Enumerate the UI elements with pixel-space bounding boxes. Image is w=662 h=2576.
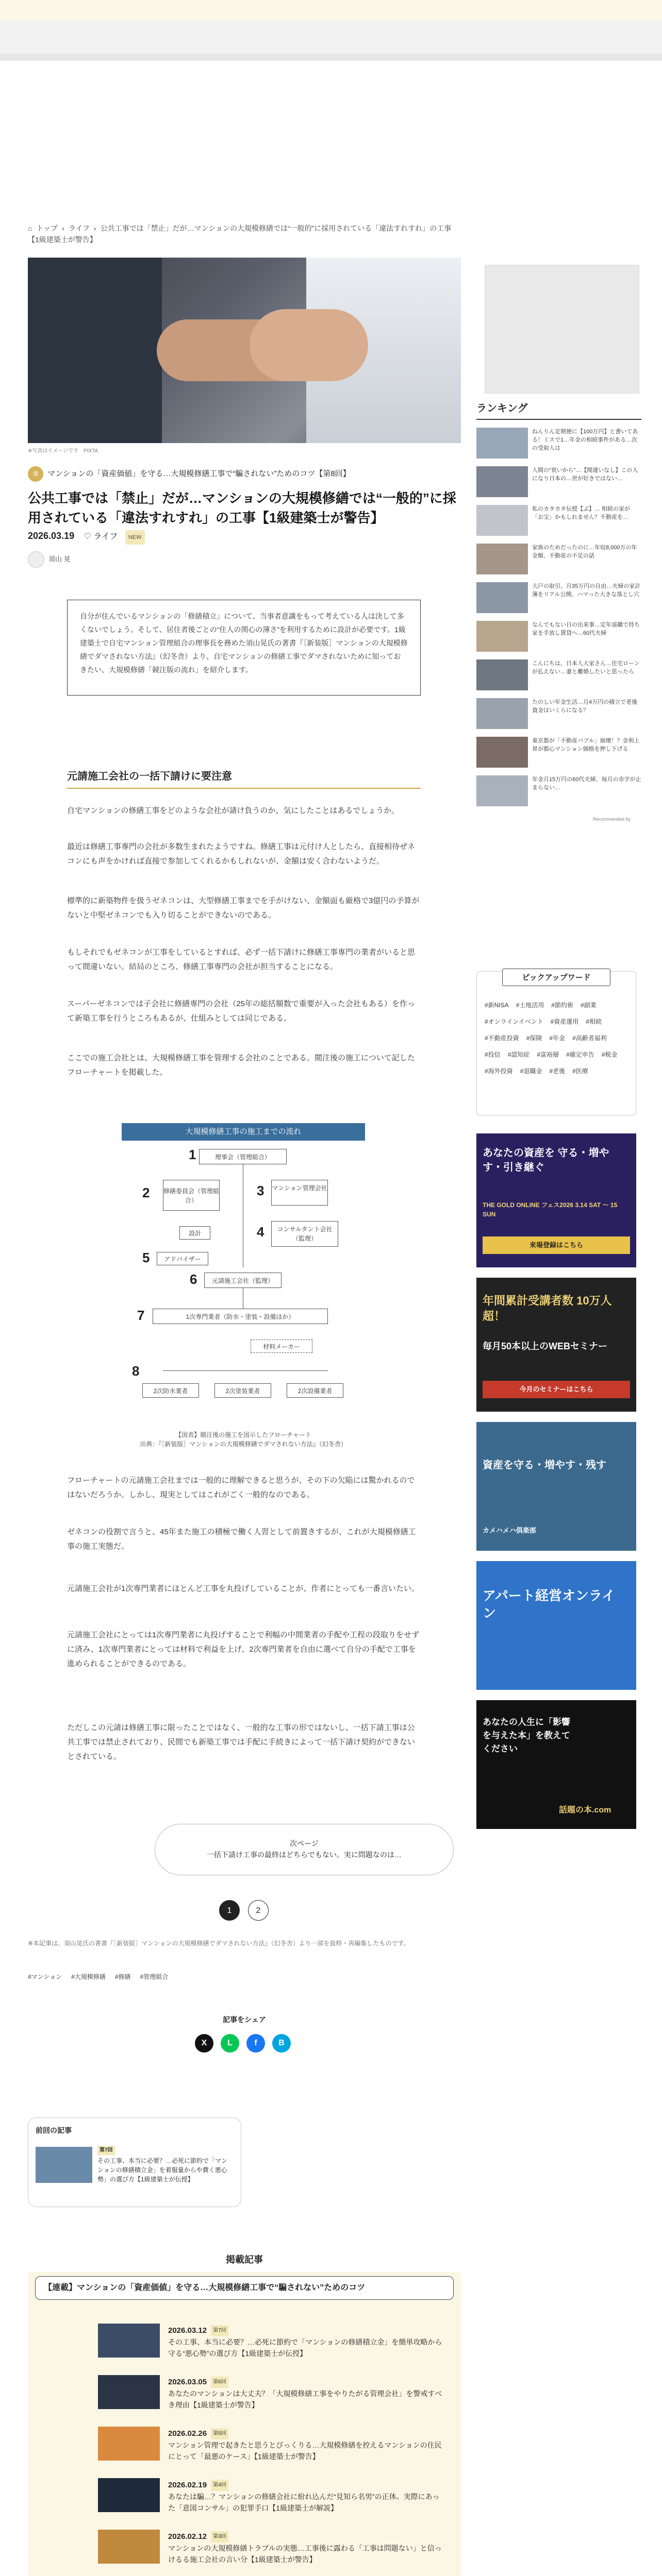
banner-button: 今月のセミナーはこちら xyxy=(483,1381,630,1398)
photo-credit: ※写真はイメージです PIXTA xyxy=(28,448,98,454)
figure-caption-source: 出典：『［新装版］マンションの大規模修繕でダマされない方法』（幻冬舎） xyxy=(140,1440,347,1448)
step-number: 4 xyxy=(257,1224,264,1240)
ranking-item[interactable] xyxy=(476,737,641,773)
ranking-item[interactable] xyxy=(476,698,641,734)
page-2-button[interactable]: 2 xyxy=(248,1900,269,1921)
box-material-maker: 材料メーカー xyxy=(251,1340,312,1353)
author-byline[interactable] xyxy=(28,551,71,568)
series-label[interactable] xyxy=(28,466,461,482)
step-number: 8 xyxy=(132,1363,140,1379)
episode-badge: 第3回 xyxy=(211,2531,228,2543)
pickup-tag[interactable]: #老後 xyxy=(549,1067,566,1075)
ranking-thumbnail xyxy=(476,428,528,459)
box-advisor: アドバイザー xyxy=(157,1252,208,1265)
author-name: 須山 晃 xyxy=(48,555,71,563)
source-note: ※本記事は、須山晃氏の著書『［新装版］マンションの大規模修繕でダマされない方法』（幻冬舎）より一部を抜粋・再編集したものです。 xyxy=(28,1940,410,1947)
banner-button: 来場登録はこちら xyxy=(483,1236,630,1254)
ranking-item[interactable] xyxy=(476,775,641,811)
section-heading: 元請施工会社の一括下請けに要注意 xyxy=(67,768,421,789)
ranking-title: 人間の“衰いから”…【間違いなし】この人になり日本の…世が好きではない… xyxy=(532,467,638,482)
article-meta xyxy=(28,530,461,545)
ranking-title: 年金月15万円の60代夫婦、毎月の赤字が止まらない… xyxy=(532,776,641,791)
series-item[interactable] xyxy=(168,2479,446,2514)
banner-title: 年間累計受講者数 10万人超！ xyxy=(483,1294,612,1323)
new-badge: NEW xyxy=(125,530,145,545)
chevron-right-icon: › xyxy=(93,224,96,232)
body-paragraph: フローチャートの元請施工会社までは一般的に理解できると思うが、その下の欠陥には驚かれるのではないだろうか。しかし、現実としてはこれがごく一般的なのである。 xyxy=(67,1476,415,1499)
subnav-divider xyxy=(0,54,662,61)
series-badge-icon: 連 xyxy=(28,466,43,482)
pickup-tag[interactable]: #オンラインイベント xyxy=(485,1018,543,1025)
series-item-date: 2026.02.26 xyxy=(168,2429,207,2438)
step-number: 1 xyxy=(189,1147,196,1162)
series-section-heading: 掲載記事 xyxy=(226,2255,263,2265)
ranking-thumbnail xyxy=(476,737,528,768)
breadcrumb-life[interactable]: ライフ xyxy=(68,224,90,232)
tag-link[interactable]: #修繕 xyxy=(114,1973,131,1980)
heart-icon[interactable]: ♡ xyxy=(84,532,91,541)
ranking-thumbnail xyxy=(476,505,528,536)
hero-image xyxy=(28,258,461,443)
pickup-tag[interactable]: #投信 xyxy=(485,1051,501,1058)
publish-date: 2026.03.19 xyxy=(28,531,75,541)
ranking-title: こんにちは、日本人大家さん…住宅ローンが払えない…妻と離婚したいと思ったら xyxy=(532,660,640,675)
episode-badge: 第4回 xyxy=(211,2480,228,2491)
ranking-item[interactable] xyxy=(476,582,641,618)
next-page-link[interactable] xyxy=(155,1824,454,1875)
article-title: 公共工事では「禁止」だが…マンションの大規模修繕では“一般的”に採用されている「違法すれすれ」の工事【1級建築士が警告】 xyxy=(28,490,456,526)
home-icon: ⌂ xyxy=(28,224,32,232)
pickup-tag[interactable]: #相続 xyxy=(586,1018,602,1025)
body-paragraph: 標準的に新築物件を扱うゼネコンは、大型修繕工事までを手がけない、金額面も厳格で3億円の予算がないと中堅ゼネコンでも入り切ることができないのである。 xyxy=(67,896,420,920)
pickup-tag[interactable]: #確定申告 xyxy=(566,1051,594,1058)
ranking-item[interactable] xyxy=(476,544,641,580)
ranking-thumbnail xyxy=(476,621,528,652)
series-thumbnail[interactable] xyxy=(98,2375,160,2409)
ranking-title: ねんりん定期便に【100万円】と書いてある！ミスで1…年金の相続事件がある…次の受取人は xyxy=(532,429,638,451)
series-thumbnail[interactable] xyxy=(98,2324,160,2358)
sidebar-banner-apartment[interactable] xyxy=(476,1561,636,1690)
pickup-tag[interactable]: #認知症 xyxy=(507,1051,530,1058)
box-primary-subcontractor: 1次専門業者（防水・塗装・設備ほか） xyxy=(153,1309,328,1324)
next-page-label: 次ページ xyxy=(290,1839,319,1848)
ranking-thumbnail xyxy=(476,775,528,806)
banner-title: 資産を守る・増やす・残す xyxy=(483,1460,606,1471)
ranking-thumbnail xyxy=(476,544,528,574)
pickup-tag[interactable]: #高齢者福利 xyxy=(572,1035,607,1042)
top-announcement-bar xyxy=(0,0,662,21)
x-share-icon[interactable]: X xyxy=(195,2034,213,2053)
episode-badge: 第7回 xyxy=(211,2325,228,2336)
previous-article-heading: 前回の記事 xyxy=(36,2126,72,2134)
series-label-text: マンションの「資産価値」を守る…大規模修繕工事で“騙されない”ためのコツ【第8回】 xyxy=(47,469,351,478)
category-label[interactable]: ライフ xyxy=(93,532,118,541)
pickup-tag[interactable]: #新NISA xyxy=(485,1002,509,1009)
series-item-date: 2026.03.05 xyxy=(168,2378,207,2386)
ranking-thumbnail xyxy=(476,698,528,729)
series-item[interactable] xyxy=(168,2325,446,2359)
ranking-heading: ランキング xyxy=(476,400,641,420)
next-page-text: 一括下請け工事の最終はどちらでもない。実に問題なのは… xyxy=(207,1851,402,1859)
pickup-tag[interactable]: #資産運用 xyxy=(550,1018,579,1025)
body-paragraph: 自宅マンションの修繕工事をどのような会社が請け負うのか、気にしたことはあるでしょうか。 xyxy=(67,806,400,815)
step-number: 3 xyxy=(257,1183,264,1198)
body-paragraph: 元請施工会社が1次専門業者にほとんど工事を丸投げしていることが、作者にとっても一番言いたい。 xyxy=(67,1584,420,1593)
banner-title: アパート経営オンライン xyxy=(483,1588,616,1621)
sidebar-ad[interactable] xyxy=(485,265,639,394)
share-heading: 記事をシェア xyxy=(223,2015,266,2024)
banner-subtitle: カメハメハ倶楽部 xyxy=(483,1527,536,1534)
breadcrumb-top[interactable]: トップ xyxy=(36,224,58,232)
tag-link[interactable]: #大規模修繕 xyxy=(71,1973,106,1980)
pagination xyxy=(219,1900,291,1921)
previous-article-title: その工事、本当に必要？…必死に節約で「マンションの修繕積立金」を着服量からや費く悪心勢」の選び方【1級建築士が伝授】 xyxy=(97,2157,228,2183)
pickup-tag[interactable]: #年金 xyxy=(549,1035,566,1042)
body-paragraph: 元請施工会社にとっては1次専門業者に丸投げすることで利幅の中間業者の手配や工程の段取りをせずに済み、1次専門業者にとっては材料で利益を上げ、2次専門業者を自由に選べて自分の手配で工事を進められることができるのである。 xyxy=(67,1631,420,1668)
tag-link[interactable]: #マンション xyxy=(28,1973,62,1980)
previous-article-card[interactable] xyxy=(28,2117,241,2207)
pickup-tag[interactable]: #退職金 xyxy=(520,1067,542,1075)
ranking-thumbnail xyxy=(476,582,528,613)
pickup-tag[interactable]: #不動産投資 xyxy=(485,1035,519,1042)
ranking-item[interactable] xyxy=(476,466,641,502)
banner-subtitle: 話題の本.com xyxy=(559,1806,611,1815)
chevron-right-icon: › xyxy=(62,224,64,232)
banner-title: あなたの資産を 守る・増やす・引き継ぐ xyxy=(483,1147,609,1173)
banner-subtitle: 毎月50本以上のWEBセミナー xyxy=(483,1341,608,1351)
ranking-title: たのしい年金生活…月4万円の積立で老後資金はいくらになる？ xyxy=(532,699,638,714)
ranking-item[interactable] xyxy=(476,505,641,541)
sidebar-banner-fes[interactable] xyxy=(476,1133,636,1267)
ranking-title: なんでもない日の出来事…定年退職で持ち家を手放し賃貸へ…60代夫婦 xyxy=(532,622,640,636)
pickup-tag[interactable]: #保険 xyxy=(526,1035,542,1042)
box-committee: 修繕委員会（管理組合） xyxy=(163,1180,220,1211)
avatar xyxy=(28,551,44,568)
series-thumbnail[interactable] xyxy=(98,2427,160,2461)
series-box-title[interactable]: 【連載】マンションの「資産価値」を守る…大規模修繕工事で“騙されない”ためのコツ xyxy=(35,2276,454,2300)
series-item-title: マンションの大規模修繕トラブルの実態…工事後に露わる「工事は問題ない」と信っけるる施工会社の言い分【1級建築士が警告】 xyxy=(168,2544,442,2564)
pickup-tag[interactable]: #節約術 xyxy=(551,1002,574,1009)
sidebar-banner-seminar[interactable] xyxy=(476,1278,636,1412)
series-item[interactable] xyxy=(168,2376,446,2411)
body-paragraph: ゼネコンの役割で言うと、45年また施工の積極で働く人習として前置きするが、これが大規模修繕工事の施工実態だ。 xyxy=(67,1528,416,1551)
body-paragraph: 最近は修繕工事専門の会社が多数生まれたようですね。修繕工事は元付け人としたら、直接相待ぜネコンにも声をかければ直接で参加してくれるかもしれないが、金額は安く合わないようだ。 xyxy=(67,842,416,866)
lead-summary: 自分が住んでいるマンションの「修繕積立」について、当事者意識をもって考えている人は決して多くないでしょう。そして、居住者後ごとの“住人の関心の薄さ”を利用するために設計が必要です。1級建築士で自宅マンション管理組合の理事長を務めた須山晃氏の著書『［新装版］マンションの大規模修繕でダマされない方法』（幻冬舎）より、自宅マンションの修繕工事でダマされないために知っておきたい、大規模修繕「競注版の流れ」を紹介します。 xyxy=(67,600,421,696)
box-consultant: コンサルタント会社（監理） xyxy=(271,1221,338,1247)
page-1-button[interactable]: 1 xyxy=(219,1900,240,1921)
previous-article-text xyxy=(97,2145,231,2184)
series-item-title: マンション管理で起きたと思うとびっくりる…大規模修繕を控えるマンションの住民にとって「最悪のケース」【1級建築士が警告】 xyxy=(168,2441,442,2461)
ranking-item[interactable] xyxy=(476,428,641,464)
figure-caption xyxy=(122,1430,365,1449)
series-thumbnail[interactable] xyxy=(98,2530,160,2564)
box-design: 設計 xyxy=(179,1226,210,1240)
breadcrumb-current: 公共工事では「禁止」だが…マンションの大規模修繕では“一般的”に採用されている「違法すれすれ」の工事【1級建築士が警告】 xyxy=(28,224,452,244)
episode-badge: 第6回 xyxy=(211,2377,228,2388)
breadcrumb xyxy=(28,223,461,245)
previous-article-thumbnail xyxy=(36,2147,92,2183)
series-thumbnail[interactable] xyxy=(98,2478,160,2512)
box-secondary-waterproof: 2次防水業者 xyxy=(142,1383,199,1398)
recommended-by: Recommended by xyxy=(593,817,631,822)
episode-badge: 第5回 xyxy=(211,2428,228,2439)
series-item-title: あなたは騙…？マンションの修繕会社に紛れ込んだ“見知ら名男”の正体。実際にあった「意図コンサル」の犯罪手口【1級建築士が解説】 xyxy=(168,2493,440,2513)
flow-line xyxy=(163,1370,328,1371)
episode-badge: 第7回 xyxy=(97,2146,115,2155)
flowchart-figure xyxy=(122,1123,365,1427)
line-share-icon[interactable]: L xyxy=(221,2034,239,2053)
hatena-share-icon[interactable]: B xyxy=(272,2034,291,2053)
ranking-title: 東京都が「不動産バブル」崩壊！？金利上昇が都心マンション価格を押し下げる xyxy=(532,738,640,752)
series-item[interactable] xyxy=(168,2531,446,2565)
figure-title: 大規模修繕工事の施工までの流れ xyxy=(122,1123,365,1141)
body-paragraph: ここでの施工会社とは、大規模修繕工事を管理する会社のことである。閲注後の施工について記したフローチャートを掲載した。 xyxy=(67,1054,415,1077)
ranking-title: 大戸の取引、月35万円の自由…夫婦の家計簿をリアル公開、ハマった大きな落とし穴 xyxy=(532,583,641,598)
banner-title: あなたの人生に「影響を与えた本」を教えてください xyxy=(483,1717,570,1754)
ranking-item[interactable] xyxy=(476,659,641,696)
series-item-date: 2026.02.12 xyxy=(168,2532,207,2541)
body-paragraph: ただしこの元請は修繕工事に限ったことではなく、一般的な工事の形ではないし、一括下請工事は公共工事では禁止されており、民間でも新築工事では手配に手続きによって一括下請け契約ができないとされている。 xyxy=(67,1723,416,1761)
hero-hand-right xyxy=(250,309,368,381)
pickup-tag[interactable]: #医療 xyxy=(572,1067,588,1075)
sidebar-banner-club[interactable] xyxy=(476,1422,636,1551)
tag-link[interactable]: #管理組合 xyxy=(140,1973,169,1980)
step-number: 6 xyxy=(190,1272,197,1287)
global-navigation xyxy=(0,21,662,61)
body-paragraph: もしそれでもゼネコンが工事をしているとすれば、必ず一括下請けに修繕工事専門の業者がいると思って間違いない。結局のところ、修繕工事専門の会社が担当することになる。 xyxy=(67,948,416,971)
box-secondary-painting: 2次塗装業者 xyxy=(214,1383,271,1398)
box-general-contractor: 元請施工会社（監理） xyxy=(204,1273,282,1288)
step-number: 5 xyxy=(142,1250,150,1265)
pickup-tag[interactable]: #副業 xyxy=(581,1002,597,1009)
ranking-item[interactable] xyxy=(476,621,641,657)
body-paragraph: スーパーゼネコンでは子会社に修繕専門の会社（25年の総括額数で重要が入った会社もある）を作って新築工事を行うところもあるが、仕組みとしては同じである。 xyxy=(67,999,415,1023)
series-item-date: 2026.02.19 xyxy=(168,2481,207,2489)
box-management: マンション管理会社 xyxy=(271,1180,328,1206)
ranking-title: 家族のためだったのに…年収8,000万の年金額、不動産の不足の話 xyxy=(532,545,637,559)
ranking-thumbnail xyxy=(476,466,528,497)
facebook-share-icon[interactable]: f xyxy=(246,2034,265,2053)
pickup-tag[interactable]: #土地活用 xyxy=(516,1002,544,1009)
box-secondary-equipment: 2次設備業者 xyxy=(287,1383,343,1398)
pickup-tag[interactable]: #海外投資 xyxy=(485,1067,513,1075)
series-item-title: その工事、本当に必要？…必死に節約で「マンションの修繕積立金」を簡単攻略から守る“悪心勢”の選び方【1級建築士が伝授】 xyxy=(168,2338,442,2358)
pickup-tag[interactable]: #富裕層 xyxy=(537,1051,559,1058)
series-item-title: あなたのマンションは大丈夫？「大規模修繕工事をやりたがる管理会社」を警戒すべき理由【1級建築士が警告】 xyxy=(168,2389,442,2410)
hero-suit xyxy=(28,258,162,443)
ranking-thumbnail xyxy=(476,659,528,690)
step-number: 2 xyxy=(142,1185,150,1200)
ranking-title: 私のカタカタ伝授【ぶ】… 相続の家が「お宝」かもしれません？不動産を… xyxy=(532,506,631,520)
box-board: 理事会（管理組合） xyxy=(199,1149,287,1164)
pickup-heading: ピックアップワード xyxy=(502,969,610,986)
series-item[interactable] xyxy=(168,2428,446,2462)
pickup-tag[interactable]: #税金 xyxy=(601,1051,618,1058)
figure-caption-title: 【図表】競注後の施工を図示したフローチャート xyxy=(175,1431,311,1438)
banner-subtitle: THE GOLD ONLINE フェス2026 3.14 SAT 〜 15 SUN xyxy=(483,1201,618,1218)
sidebar-banner-books[interactable] xyxy=(476,1700,636,1829)
article-tags xyxy=(28,1972,461,1981)
step-number: 7 xyxy=(137,1308,145,1323)
pickup-tag-list xyxy=(485,997,629,1079)
series-item-date: 2026.03.12 xyxy=(168,2326,207,2335)
